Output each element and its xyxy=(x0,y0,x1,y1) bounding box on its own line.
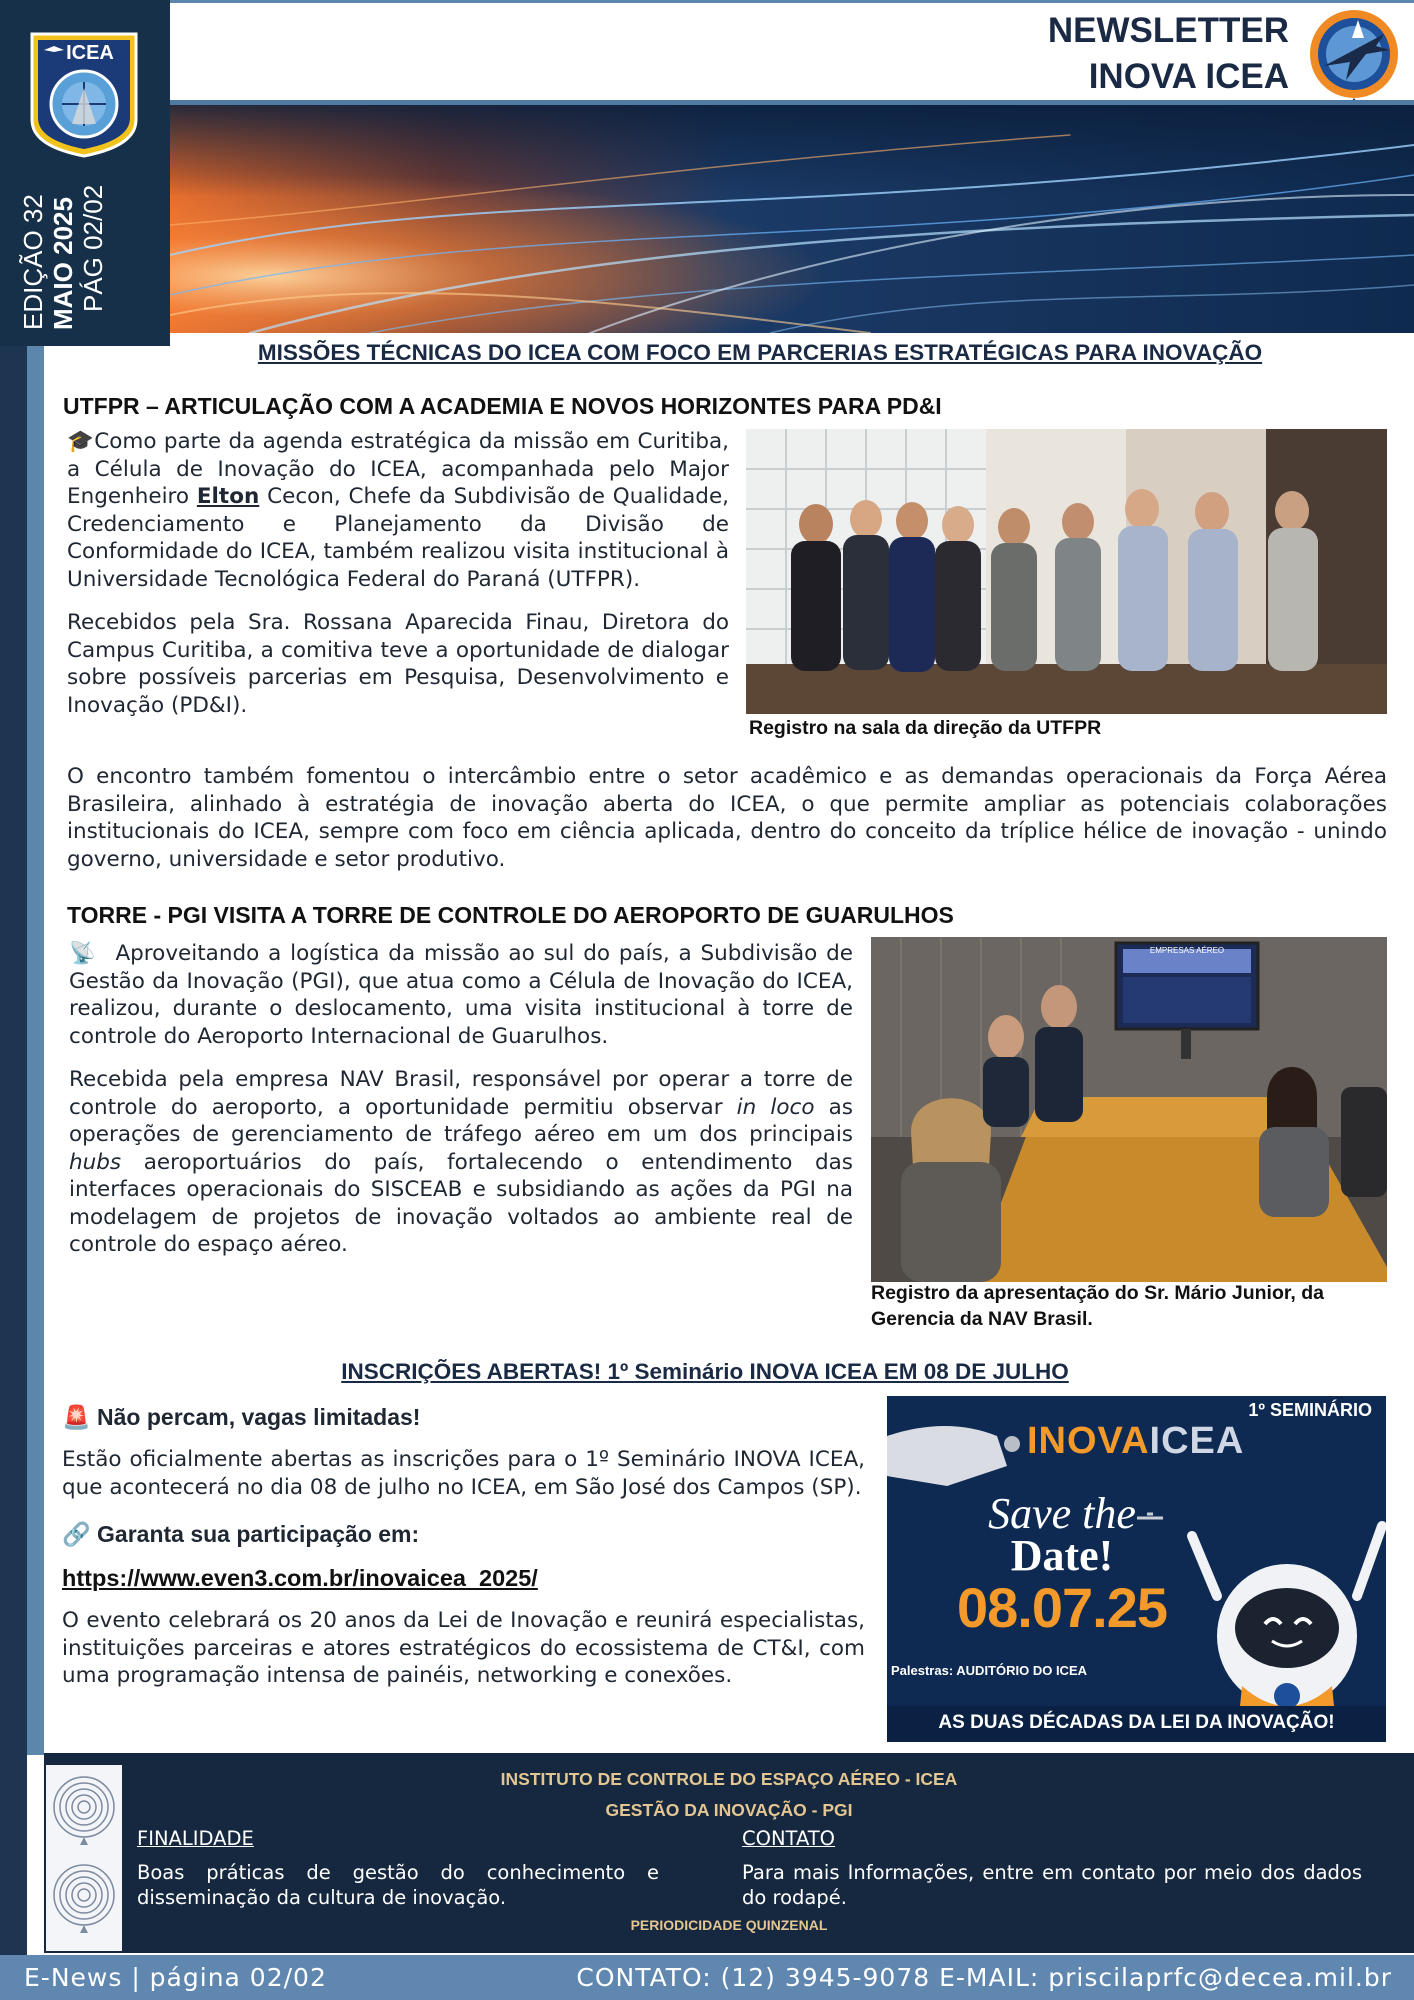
emblem-text: ICEA xyxy=(66,42,114,64)
utfpr-paragraph-1: 🎓Como parte da agenda estratégica da missão em Curitiba, a Célula de Inovação do ICEA, acompanhada pelo Major Engenheiro Elton Cecon, Chefe da Subdivisão de Qualidade, Credenciamento e Planejamento da Divisão de Conformidade do ICEA, também realizou visita institucional à Universidade Tecnológica Federal do Paraná (UTFPR). xyxy=(67,429,730,592)
seminar-heading: INSCRIÇÕES ABERTAS! 1º Seminário INOVA ICEA EM 08 DE JULHO xyxy=(341,1359,1069,1384)
contact-info[interactable]: CONTATO: (12) 3945-9078 E-MAIL: priscilaprfc@decea.mil.br xyxy=(576,1963,1392,1992)
siren-icon: 🚨 xyxy=(62,1404,91,1430)
registration-label: 🔗 Garanta sua participação em: xyxy=(62,1521,420,1547)
footer-org: INSTITUTO DE CONTROLE DO ESPAÇO AÉREO - ICEA xyxy=(500,1769,958,1789)
poster-date: 08.07.25 xyxy=(957,1576,1167,1639)
network-lights-banner xyxy=(170,105,1414,333)
alert-line: 🚨 Não percam, vagas limitadas! xyxy=(62,1404,421,1430)
footer-periodicity: PERIODICIDADE QUINZENAL xyxy=(630,1917,828,1933)
contato-title: CONTATO xyxy=(742,1827,836,1850)
seminar-text-column xyxy=(62,1402,865,1690)
utfpr-heading: UTFPR – ARTICULAÇÃO COM A ACADEMIA E NOVOS HORIZONTES PARA PD&I xyxy=(63,393,942,419)
footer-finalidade xyxy=(137,1827,659,1910)
newsletter-title-line1: NEWSLETTER xyxy=(1047,11,1289,50)
footer-panel xyxy=(44,1753,1414,1953)
finalidade-title: FINALIDADE xyxy=(137,1827,254,1850)
nav-brasil-meeting-photo xyxy=(871,937,1387,1282)
edition-vertical-text xyxy=(18,185,108,330)
footer-contato xyxy=(742,1827,1362,1910)
finalidade-text: Boas práticas de gestão do conhecimento e disseminação da cultura de inovação. xyxy=(137,1861,659,1909)
page-indicator: PÁG 02/02 xyxy=(78,184,108,312)
seminar-paragraph-2: O evento celebrará os 20 anos da Lei de Inovação e reunirá especialistas, instituições parceiras e atores estratégicos do ecossistema de CT&I, com uma programação intensa de painéis, networking e conexões. xyxy=(62,1608,865,1688)
footer-unit: GESTÃO DA INOVAÇÃO - PGI xyxy=(605,1800,853,1820)
bottom-bar xyxy=(0,1955,1414,2000)
main-section-title: MISSÕES TÉCNICAS DO ICEA COM FOCO EM PARCERIAS ESTRATÉGICAS PARA INOVAÇÃO xyxy=(257,340,1263,365)
utfpr-group-photo xyxy=(746,429,1387,714)
satellite-antenna-icon: 📡 xyxy=(69,941,98,966)
registration-url-link[interactable]: https://www.even3.com.br/inovaicea_2025/ xyxy=(62,1565,538,1591)
torre-paragraph-2: Recebida pela empresa NAV Brasil, responsável por operar a torre de controle do aeroporto, a oportunidade permitiu observar in loco as operações de gerenciamento de tráfego aéreo em um dos principais hubs aeroportuários do país, fortalecendo o entendimento das interfaces operacionais do SISCEAB e subsidiando as ações da PGI na modelagem de projetos de inovação voltados ao ambiente real de controle do espaço aéreo. xyxy=(69,1067,853,1257)
torre-paragraph-1: 📡 Aproveitando a logística da missão ao sul do país, a Subdivisão de Gestão da Inovação (PGI), que atua como a Célula de Inovação do ICEA, realizou, durante o deslocamento, uma visita institucional à torre de controle do Aeroporto Internacional de Guarulhos. xyxy=(69,941,854,1049)
poster-footer: AS DUAS DÉCADAS DA LEI DA INOVAÇÃO! xyxy=(938,1712,1335,1733)
utfpr-photo-caption: Registro na sala da direção da UTFPR xyxy=(749,717,1102,739)
seminar-poster xyxy=(887,1396,1386,1742)
left-blue-stripe xyxy=(27,330,44,1755)
newsletter-title-line2: INOVA ICEA xyxy=(1088,57,1289,96)
utfpr-paragraph-2: Recebidos pela Sra. Rossana Aparecida Finau, Diretora do Campus Curitiba, a comitiva teve a oportunidade de dialogar sobre possíveis parcerias em Pesquisa, Desenvolvimento e Inovação (PD&I). xyxy=(67,610,729,718)
newsletter-title xyxy=(1048,8,1289,100)
torre-text-column xyxy=(69,940,853,1259)
link-icon: 🔗 xyxy=(62,1521,91,1547)
poster-top-label: 1º SEMINÁRIO xyxy=(1248,1400,1372,1420)
utfpr-paragraph-3: O encontro também fomentou o intercâmbio entre o setor acadêmico e as demandas operacionais da Força Aérea Brasileira, alinhado à estratégia de inovação aberta do ICEA, o que permite ampliar as potenciais colaborações institucionais do ICEA, sempre com foco em ciência aplicada, dentro do conceito da tríplice hélice de inovação - unindo governo, universidade e setor produtivo. xyxy=(67,764,1387,872)
torre-photo-caption: Registro da apresentação do Sr. Mário Junior, da Gerencia da NAV Brasil. xyxy=(871,1282,1324,1330)
icea-emblem-logo xyxy=(28,28,140,158)
poster-brand: INOVAICEA xyxy=(1027,1420,1245,1462)
tv-screen-text: EMPRESAS AÉREO xyxy=(1149,946,1225,955)
person-name-link[interactable]: Elton xyxy=(196,484,260,509)
torre-heading: TORRE - PGI VISITA A TORRE DE CONTROLE DO AEROPORTO DE GUARULHOS xyxy=(67,902,954,928)
poster-venue: Palestras: AUDITÓRIO DO ICEA xyxy=(891,1663,1088,1678)
edition-number: EDIÇÃO 32 xyxy=(18,194,48,330)
top-rule xyxy=(170,0,1414,3)
seminar-paragraph-1: Estão oficialmente abertas as inscrições para o 1º Seminário INOVA ICEA, que acontecerá no dia 08 de julho no ICEA, em São José dos Campos (SP). xyxy=(62,1447,865,1500)
edition-month: MAIO 2025 xyxy=(48,197,78,330)
contato-text: Para mais Informações, entre em contato por meio dos dados do rodapé. xyxy=(742,1861,1362,1909)
enews-page-label: E-News | página 02/02 xyxy=(24,1963,327,1992)
poster-save-the: Save the xyxy=(988,1489,1136,1538)
poster-date-word: Date! xyxy=(1010,1531,1114,1580)
graduation-cap-icon: 🎓 xyxy=(67,429,95,454)
utfpr-text-column xyxy=(67,428,729,719)
inova-round-logo xyxy=(1306,4,1402,108)
